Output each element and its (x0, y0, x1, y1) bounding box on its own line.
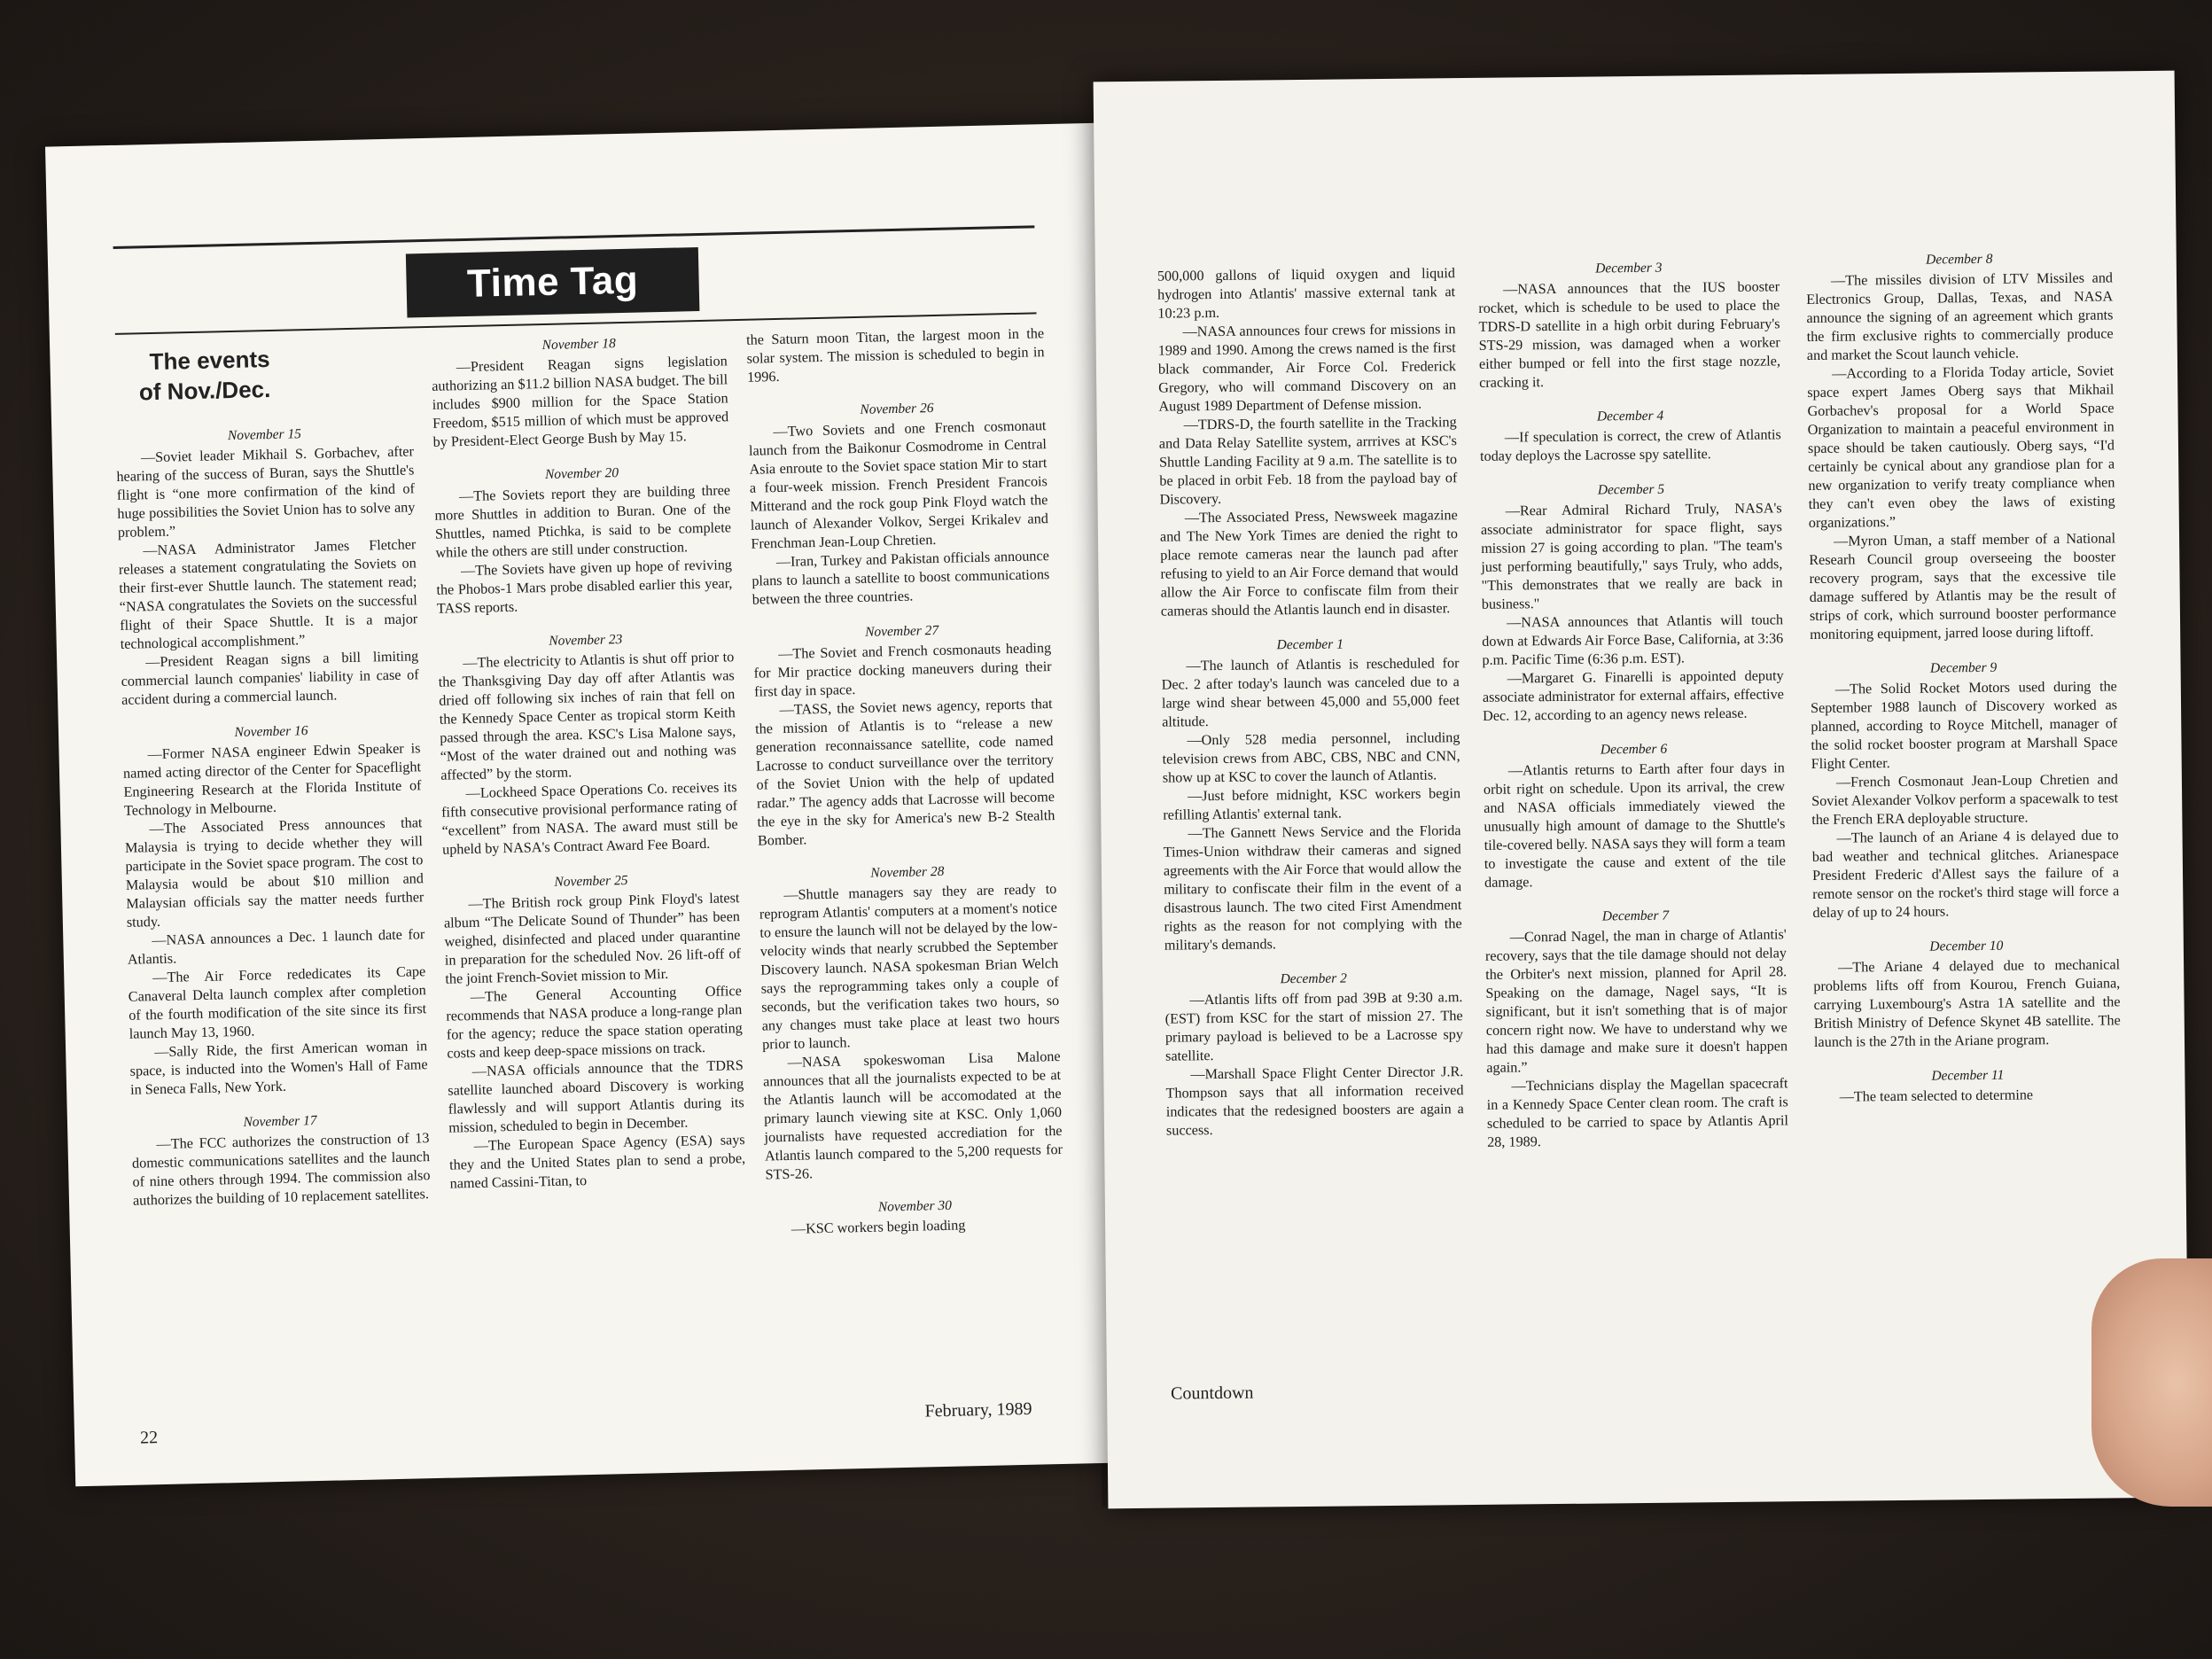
entry-date: November 30 (877, 1197, 953, 1215)
entry-paragraph: —French Cosmonaut Jean-Loup Chretien and Soviet Alexander Volkov perform a spacewalk to test the French ERA deployable structure. (1811, 771, 2119, 828)
entry-date: November 15 (227, 426, 302, 444)
events-title-line2: of Nov./Dec. (138, 375, 271, 406)
entry-date: December 3 (1595, 260, 1663, 276)
entry-paragraph: —Iran, Turkey and Pakistan officials announce plans to launch a satellite to boost communications between the three countries. (752, 548, 1050, 608)
entry-paragraph: —The Soviets report they are building three more Shuttles in addition to Buran. One of the Shuttles, named Ptichka, is said to be complete while the others are still under construction. (434, 482, 732, 561)
entry-paragraph: —Marshall Space Flight Center Director J.R. Thompson says that all information received indicates that the redesigned boosters are again a success. (1165, 1063, 1464, 1139)
entry-paragraph: —The Ariane 4 delayed due to mechanical problems lifts off from Kourou, French Guiana, carrying Luxembourg's Astra 1A satellite and the British Ministry of Defence Skynet 4B satellite. The launch is the 27th in the Ariane program. (1813, 956, 2121, 1050)
entry-date: November 18 (541, 336, 616, 354)
entry-paragraph: —The launch of Atlantis is rescheduled for Dec. 2 after today's launch was canceled due to a large wind shear between 45,000 and 55,000 feet altitude. (1161, 655, 1460, 730)
footer-countdown: Countdown (1170, 1382, 1254, 1404)
entry-paragraph: —The Associated Press announces that Malaysia is trying to decide whether they will participate in the Soviet space program. The cost to Malaysia would be about $10 million and Malaysian officials say the matter needs further study. (124, 814, 424, 931)
entry-date: December 8 (1925, 251, 1993, 268)
left-column-1 (115, 422, 431, 1210)
events-title-line1: The events (149, 345, 270, 376)
entry-paragraph: —NASA Administrator James Fletcher releases a statement congratulating the Soviets on their first-ever Shuttle launch. The statement read; “NASA congratulates the Soviets on the successful flight of their Space Shuttle. It is a major technological accomplishment.” (118, 536, 418, 652)
entry-date: November 26 (860, 401, 934, 417)
entry-date: November 28 (870, 863, 945, 881)
entry-paragraph: —Only 528 media personnel, including television crews from ABC, CBS, NBC and CNN, show up at KSC to cover the launch of Atlantis. (1162, 729, 1460, 786)
entry-paragraph: —NASA announces that the IUS booster rocket, which is schedule to be used to place the TDRS-D satellite in a high orbit during February's STS-29 mission, was damaged when a worker either bumped or fell into the first stage nozzle, cracking it. (1478, 278, 1781, 391)
entry-paragraph: —The Gannett News Service and the Florida Times-Union withdraw their cameras and signed agreements with the Air Force that would allow the military to confiscate their film in the event of a disastrous launch. The two cited First Amendment rights as the reason for not complying with the military's demands. (1163, 822, 1462, 954)
entry-paragraph: —The electricity to Atlantis is shut off prior to the Thanksgiving Day day off after Atlantis was dried off following six inches of rain that fell on the Kennedy Space Center as tropical storm Keith passed through the area. KSC's Lisa Malone says, “Most of the water drained out and nothing was affected” by the storm. (438, 649, 736, 783)
entry-paragraph: —The Soviet and French cosmonauts heading for Mir practice docking maneuvers during their first day in space. (753, 640, 1052, 700)
entry-date: November 25 (554, 872, 628, 890)
entry-paragraph: —Former NASA engineer Edwin Speaker is named acting director of the Center for Spaceflight Engineering Research at the Florida Institute of Technology in Melbourne. (122, 740, 422, 819)
entry-paragraph: —Sally Ride, the first American woman in space, is inducted into the Women's Hall of Fame in Seneca Falls, New York. (129, 1038, 428, 1098)
masthead-title: Time Tag (406, 247, 700, 317)
entry-paragraph: —President Reagan signs a bill limiting commercial launch companies' liability in case of accident during a commercial launch. (121, 648, 419, 708)
entry-paragraph: —The Solid Rocket Motors used during the September 1988 launch of Discovery worked as planned, according to Royce Mitchell, manager of the solid rocket booster program at Marshall Space Flight Center. (1810, 678, 2118, 772)
entry-paragraph: —The launch of an Ariane 4 is delayed due to bad weather and technical glitches. Arianespace President Frederic d'Allest says the failure of a remote sensor on the rocket's third stage will force a delay of up to 24 hours. (1811, 827, 2120, 921)
entry-paragraph: —Rear Admiral Richard Truly, NASA's associate administrator for space flight, says mission 27 is going according to plan. "The team's just performing beautifully," says Truly, who adds, "This demonstrates that we really are back in business." (1480, 500, 1783, 612)
entry-paragraph: —Technicians display the Magellan spacecraft in a Kennedy Space Center clean room. The craft is scheduled to be carried to space by Atlantis April 28, 1989. (1486, 1075, 1789, 1150)
entry-date: December 6 (1600, 741, 1668, 758)
entry-date: November 20 (544, 465, 619, 482)
entry-date: December 10 (1929, 938, 2004, 954)
entry-paragraph: —Lockheed Space Operations Co. receives its fifth consecutive provisional performance rating of “excellent” from NASA. The award must still be upheld by NASA's Contract Award Fee Board. (440, 779, 738, 858)
entry-paragraph: —The Associated Press, Newsweek magazine and The New York Times are denied the right to place remote cameras near the launch pad after refusing to yield to an Air Force demand that would allow the Air Force to confiscate film from their cameras should the Atlantis launch end in disaster. (1159, 507, 1459, 619)
entry-paragraph: —KSC workers begin loading (791, 1217, 966, 1237)
left-column-3 (746, 324, 1064, 1239)
right-column-2 (1478, 257, 1789, 1152)
left-column-2 (431, 331, 746, 1193)
entry-paragraph: —The General Accounting Office recommends that NASA produce a long-range plan for the agency; reduce the space station operating costs and keep deep-space missions on track. (446, 983, 743, 1062)
entry-paragraph: —If speculation is correct, the crew of Atlantis today deploys the Lacrosse spy satellite. (1479, 426, 1781, 464)
footer-date: February, 1989 (924, 1398, 1032, 1421)
entry-paragraph: —Two Soviets and one French cosmonaut launch from the Baikonur Cosmodrome in Central Asia enroute to the Soviet space station Mir to start a four-week mission. French President Francois Mitterand and the rock goup Pink Floyd watch the launch of Alexander Volkov, Sergei Krikalev and Frenchman Jean-Loup Chretien. (748, 417, 1049, 552)
entry-paragraph: —NASA spokeswoman Lisa Malone announces that all the journalists expected to be at the Atlantis launch will be accomodated at the primary launch viewing site at KSC. Only 1,060 journalists have requested accrediation for the Atlantis launch compared to the 5,200 requests for STS-26. (762, 1048, 1063, 1183)
entry-paragraph: —NASA announces a Dec. 1 launch date for Atlantis. (127, 926, 425, 968)
entry-paragraph: —Soviet leader Mikhail S. Gorbachev, after hearing of the success of Buran, says the Shuttle's flight is “one more confirmation of the kind of huge possibilities the Soviet Union has to solve any problem.” (116, 443, 416, 541)
entry-date: November 17 (243, 1113, 317, 1130)
entry-paragraph: —The Soviets have given up hope of reviving the Phobos-1 Mars probe disabled earlier this year, TASS reports. (436, 557, 733, 617)
entry-paragraph: —TASS, the Soviet news agency, reports that the mission of Atlantis is to “release a new generation reconnaissance satellite, code named Lacrosse to conduct surveillance over the territory of the Soviet Union with the help of updated radar.” The agency adds that Lacrosse will become the eye in the sky for America's new B-2 Stealth Bomber. (754, 696, 1055, 849)
entry-paragraph: —Shuttle managers say they are ready to reprogram Atlantis' computers at a moment's notice to ensure the launch will not be delayed by the low-velocity winds that nearly scrubbed the September Discovery launch. NASA spokesman Brian Welch says the reprogramming takes only a couple of seconds, but the verification takes two hours, so any changes must take place at least two hours prior to launch. (759, 880, 1060, 1053)
right-column-3 (1806, 248, 2122, 1107)
entry-paragraph: —Just before midnight, KSC workers begin refilling Atlantis' external tank. (1163, 785, 1461, 823)
entry-paragraph: —NASA announces four crews for missions in 1989 and 1990. Among the crews named is the first black commander, Air Force Col. Frederick Gregory, who will command Discovery on an August 1989 Department of Defense mission. (1157, 321, 1457, 415)
thumb (2091, 1258, 2212, 1507)
page-number-left: 22 (139, 1428, 159, 1448)
entry-date: December 1 (1276, 636, 1344, 653)
entry-paragraph: —The Air Force rededicates its Cape Canaveral Delta launch complex after completion of the fourth modification of the site since its first launch May 13, 1960. (128, 963, 427, 1042)
entry-paragraph: —The British rock group Pink Floyd's latest album “The Delicate Sound of Thunder” has been weighed, disinfected and placed under quarantine in preparation for the scheduled Nov. 26 lift-off of the joint French-Soviet mission to Mir. (443, 890, 742, 987)
entry-date: December 4 (1596, 408, 1664, 424)
entry-paragraph: —Conrad Nagel, the man in charge of Atlantis' recovery, says that the tile damage should not delay the Orbiter's next mission, planned for April 28. Speaking on the damage, Nagel says, “It is significant, but it isn't something that is of major concern right now. We have to understand why we had this damage and make sure it doesn't happen again.” (1484, 926, 1788, 1076)
masthead-rule-top (113, 225, 1035, 249)
entry-paragraph: 500,000 gallons of liquid oxygen and liquid hydrogen into Atlantis' massive external tank at 10:23 p.m. (1157, 265, 1456, 322)
right-column-1 (1157, 264, 1464, 1140)
entry-paragraph: —The FCC authorizes the construction of 13 domestic communications satellites and the launch of nine others through 1994. The commission also authorizes the building of 10 replacement satellites. (131, 1130, 431, 1209)
entry-paragraph: —The missiles division of LTV Missiles and Electronics Group, Dallas, Texas, and NASA announce the signing of an agreement which grants the firm exclusive rights to commercially produce and market the Scout launch vehicle. (1806, 269, 2114, 364)
entry-date: November 16 (234, 723, 308, 740)
entry-date: November 23 (549, 632, 623, 649)
entry-paragraph: —NASA announces that Atlantis will touch down at Edwards Air Force Base, California, at 3:36 p.m. Pacific Time (6:36 p.m. EST). (1482, 611, 1784, 668)
entry-paragraph: —The team selected to determine (1839, 1087, 2034, 1105)
events-title (136, 344, 271, 407)
right-page (1094, 71, 2190, 1509)
entry-date: December 11 (1931, 1067, 2005, 1084)
entry-paragraph: —Myron Uman, a staff member of a National Researh Council group overseeing the booster recovery program, says that the excessive tile damage suffered by Atlantis may be the result of strips of cork, which surround booster performance monitoring equipment, jarred loose during liftoff. (1809, 530, 2117, 643)
entry-paragraph: —According to a Florida Today article, Soviet space expert James Oberg says that Mikhail Gorbachev's proposal for a World Space Organization to maintain a peaceful environment in space should be taken cautiously. Oberg says, “I'd certainly be cynical about any grandiose plan for a new organization to verify treaty compliance when they can't even obey the laws of existing organizations.” (1807, 362, 2115, 532)
entry-paragraph: —NASA officials announce that the TDRS satellite launched aboard Discovery is working flawlessly and will support Atlantis during its mission, scheduled to begin in December. (448, 1057, 744, 1136)
entry-date: December 9 (1929, 659, 1998, 676)
entry-paragraph: —Atlantis lifts off from pad 39B at 9:30 a.m. (EST) from KSC for the start of mission 27. The primary payload is believed to be a Lacrosse spy satellite. (1164, 989, 1463, 1064)
entry-date: December 7 (1601, 907, 1670, 924)
entry-paragraph: —The European Space Agency (ESA) says they and the United States plan to send a probe, named Cassini-Titan, to (448, 1132, 746, 1192)
left-page (45, 123, 1128, 1487)
entry-paragraph: —Margaret G. Finarelli is appointed deputy associate administrator for external affairs, effective Dec. 12, according to an agency news release. (1482, 667, 1784, 724)
entry-paragraph: —Atlantis returns to Earth after four days in orbit right on schedule. Upon its arrival, the crew and NASA officials immediately viewed the unusually high amount of damage to the Shuttle's tile-covered belly. NASA says they will form a team to investigate the cause and extent of the tile damage. (1483, 759, 1786, 891)
entry-paragraph: the Saturn moon Titan, the largest moon in the solar system. The mission is scheduled to begin in 1996. (745, 325, 1045, 386)
entry-paragraph: —President Reagan signs legislation authorizing an $11.2 billion NASA budget. The bill includes $900 million for the Space Station Freedom, $515 million of which must be approved by President-Elect George Bush by May 15. (432, 353, 729, 450)
entry-date: December 5 (1597, 481, 1665, 498)
entry-date: November 27 (864, 622, 939, 640)
entry-date: December 2 (1280, 970, 1347, 987)
entry-paragraph: —TDRS-D, the fourth satellite in the Tracking and Data Relay Satellite system, arrrives at KSC's Shuttle Landing Facility at 9 a.m. The satellite is to be placed in orbit Feb. 18 from the payload bay of Discovery. (1158, 414, 1458, 508)
